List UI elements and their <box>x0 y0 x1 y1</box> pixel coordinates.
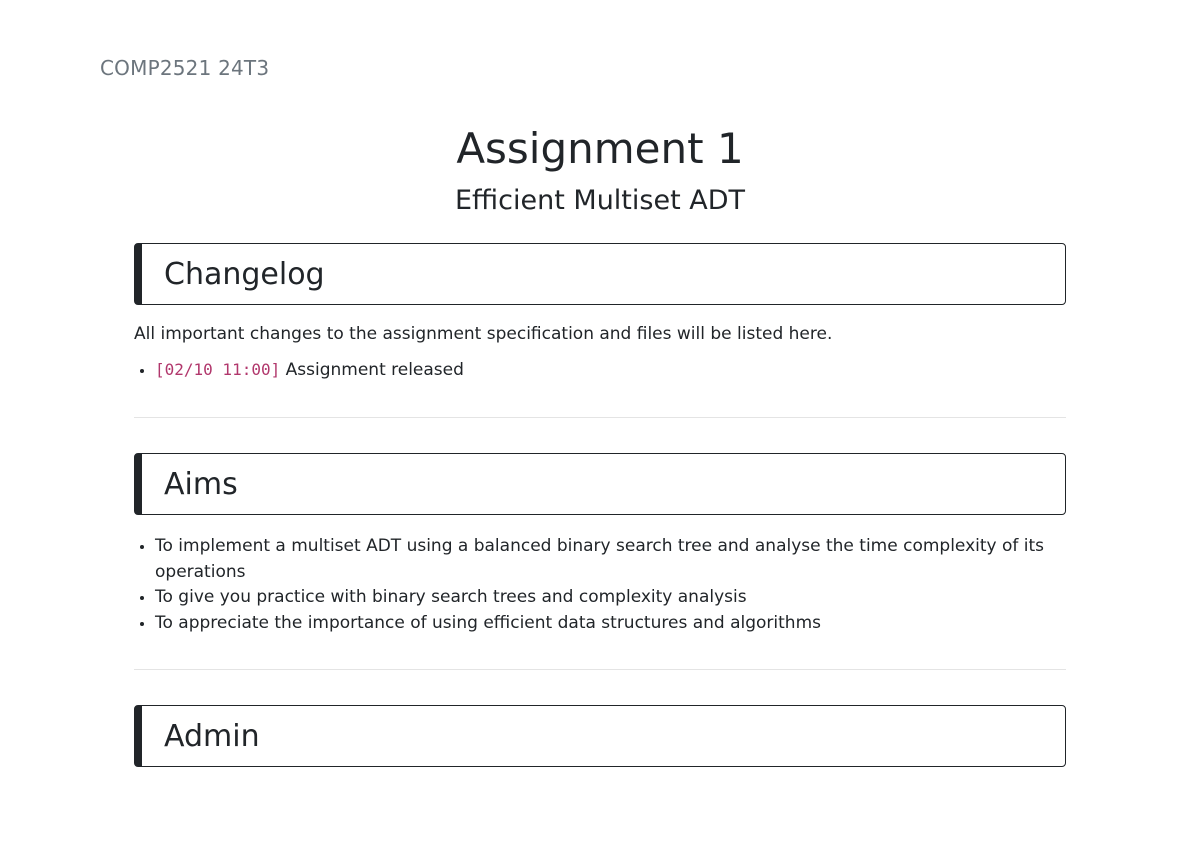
aims-heading: Aims <box>134 453 1066 515</box>
aims-item: • To give you practice with binary search trees and complexity analysis <box>155 585 1055 611</box>
aims-item: • To appreciate the importance of using efficient data structures and algorithms <box>155 611 1055 637</box>
admin-heading: Admin <box>134 705 1066 767</box>
page-subtitle: Efficient Multiset ADT <box>455 185 745 216</box>
changelog-heading: Changelog <box>134 243 1066 305</box>
changelog-intro: All important changes to the assignment specification and files will be listed here. <box>134 324 833 344</box>
changelog-entry-date: [02/10 11:00] <box>155 360 281 379</box>
page-title: Assignment 1 <box>456 124 744 173</box>
course-code: COMP2521 24T3 <box>100 56 270 80</box>
changelog-list <box>134 357 1055 384</box>
section-divider <box>134 669 1066 670</box>
title-block <box>0 124 1200 218</box>
section-divider <box>134 417 1066 418</box>
changelog-entry <box>155 357 1055 384</box>
changelog-entry-text: Assignment released <box>285 360 464 380</box>
aims-item: • To implement a multiset ADT using a balanced binary search tree and analyse the time complexity of its operations <box>155 534 1055 585</box>
aims-list <box>134 534 1055 636</box>
